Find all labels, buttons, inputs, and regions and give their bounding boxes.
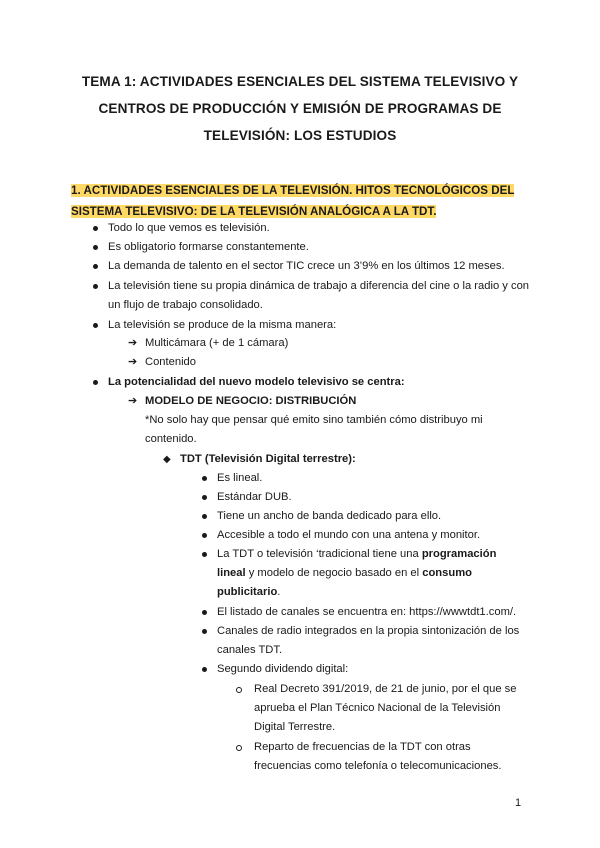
list-item-continuation: canales TDT.	[217, 644, 283, 656]
bullet-dot	[93, 257, 98, 269]
bullet-dot	[202, 603, 207, 615]
diamond-item: TDT (Televisión Digital terrestre):	[180, 453, 356, 465]
text-run: .	[277, 586, 281, 598]
bullet-dot	[93, 277, 98, 289]
arrow-right-icon: ➔	[128, 337, 138, 349]
text-run: y modelo de negocio basado en el	[245, 567, 423, 579]
text-run-bold: consumo	[422, 567, 472, 579]
page-number: 1	[515, 797, 522, 809]
diamond-icon: ◆	[163, 454, 171, 465]
list-item	[217, 545, 496, 564]
list-item-bold: La potencialidad del nuevo modelo televisivo se centra:	[108, 376, 405, 388]
arrow-item: Multicámara (+ de 1 cámara)	[145, 337, 289, 349]
list-item: La demanda de talento en el sector TIC crece un 3’9% en los últimos 12 meses.	[108, 260, 505, 272]
sub-list-item-continuation: Digital Terrestre.	[254, 721, 336, 733]
note-line: *No solo hay que pensar qué emito sino también cómo distribuyo mi	[145, 414, 483, 426]
bullet-dot	[202, 507, 207, 519]
text-run-bold: lineal	[217, 567, 246, 579]
bullet-dot	[202, 469, 207, 481]
bullet-dot	[93, 219, 98, 231]
bullet-dot	[202, 622, 207, 634]
text-run-bold: programación	[421, 548, 497, 560]
bullet-dot	[93, 238, 98, 250]
section-heading	[71, 180, 541, 222]
text-run-bold: publicitario	[217, 586, 278, 598]
document-title	[60, 68, 540, 149]
list-item: Accesible a todo el mundo con una antena y monitor.	[217, 529, 481, 541]
text-run: La TDT o televisión ‘tradicional tiene una	[217, 548, 422, 560]
bullet-dot	[202, 488, 207, 500]
arrow-item: Contenido	[145, 356, 197, 368]
list-item-continuation	[217, 564, 472, 583]
list-item: El listado de canales se encuentra en: https://wwwtdt1.com/.	[217, 606, 517, 618]
bullet-circle	[236, 680, 242, 693]
list-item-continuation: un flujo de trabajo consolidado.	[108, 299, 263, 311]
arrow-right-icon: ➔	[128, 356, 138, 368]
bullet-dot	[93, 316, 98, 328]
list-item: Es obligatorio formarse constantemente.	[108, 241, 309, 253]
list-item: Tiene un ancho de banda dedicado para ello.	[217, 510, 442, 522]
title-line: CENTROS DE PRODUCCIÓN Y EMISIÓN DE PROGRAMAS DE	[98, 101, 502, 116]
list-item: Estándar DUB.	[217, 491, 292, 503]
bullet-dot	[202, 660, 207, 672]
bullet-dot	[202, 545, 207, 557]
bullet-dot	[202, 526, 207, 538]
arrow-item-bold: MODELO DE NEGOCIO: DISTRIBUCIÓN	[145, 395, 357, 407]
sub-list-item: Reparto de frecuencias de la TDT con otras	[254, 741, 471, 753]
title-line: TELEVISIÓN: LOS ESTUDIOS	[203, 128, 397, 143]
sub-list-item-continuation: aprueba el Plan Técnico Nacional de la Televisión	[254, 702, 501, 714]
list-item: Todo lo que vemos es televisión.	[108, 222, 270, 234]
list-item: Es lineal.	[217, 472, 263, 484]
arrow-right-icon: ➔	[128, 395, 138, 407]
list-item-continuation	[217, 583, 280, 602]
note-line: contenido.	[145, 433, 197, 445]
list-item: Canales de radio integrados en la propia sintonización de los	[217, 625, 520, 637]
list-item: La televisión tiene su propia dinámica de trabajo a diferencia del cine o la radio y con	[108, 280, 530, 292]
bullet-circle	[236, 738, 242, 751]
section-heading-line: SISTEMA TELEVISIVO: DE LA TELEVISIÓN ANALÓGICA A LA TDT.	[71, 205, 437, 218]
title-line: TEMA 1: ACTIVIDADES ESENCIALES DEL SISTEMA TELEVISIVO Y	[81, 74, 519, 89]
sub-list-item: Real Decreto 391/2019, de 21 de junio, por el que se	[254, 683, 517, 695]
list-item: La televisión se produce de la misma manera:	[108, 319, 337, 331]
section-heading-line: 1. ACTIVIDADES ESENCIALES DE LA TELEVISIÓN. HITOS TECNOLÓGICOS DEL	[71, 184, 515, 197]
bullet-dot	[93, 373, 98, 385]
list-item: Segundo dividendo digital:	[217, 663, 349, 675]
sub-list-item-continuation: frecuencias como telefonía o telecomunicaciones.	[254, 760, 502, 772]
